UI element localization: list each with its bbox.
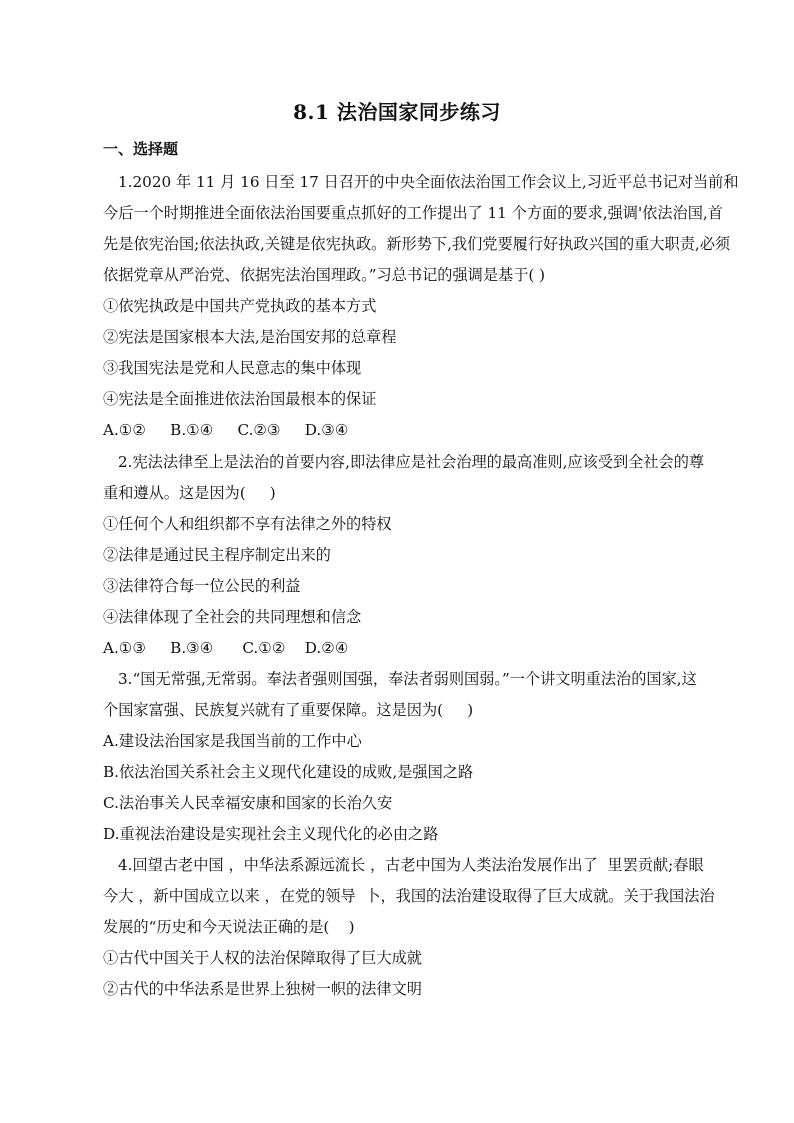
question-1-choice-1: ①依宪执政是中国共产党执政的基本方式 bbox=[103, 297, 377, 315]
question-3-choice-d: D.重视法治建设是实现社会主义现代化的必由之路 bbox=[103, 825, 439, 843]
question-4-line-1: 4.回望古老中国 ，中华法系源远流长 ，古老中国为人类法治发展作出了 里罢贡献;春眼 bbox=[118, 856, 704, 874]
question-2-choice-3: ③法律符合每一位公民的利益 bbox=[103, 577, 301, 595]
question-1-options: A.①② B.①④ C.②③ D.③④ bbox=[103, 421, 349, 439]
question-4-choice-2: ②古代的中华法系是世界上独树一帜的法律文明 bbox=[103, 980, 422, 998]
question-2-choice-1: ①任何个人和组织都不享有法律之外的特权 bbox=[103, 515, 392, 533]
question-1-choice-4: ④宪法是全面推进依法治国最根本的保证 bbox=[103, 390, 377, 408]
question-2-line-1: 2.宪法法律至上是法治的首要内容,即法律应是社会治理的最高准则,应该受到全社会的尊 bbox=[118, 453, 705, 471]
section-heading: 一、选择题 bbox=[103, 140, 179, 158]
question-2-choice-4: ④法律体现了全社会的共同理想和信念 bbox=[103, 608, 362, 626]
question-3-choice-a: A.建设法治国家是我国当前的工作中心 bbox=[103, 732, 362, 750]
question-2-choice-2: ②法律是通过民主程序制定出来的 bbox=[103, 546, 331, 564]
question-1-line-2: 今后一个时期推进全面依法治国要重点抓好的工作提出了 11 个方面的要求,强调'依法治国,首 bbox=[103, 204, 723, 222]
question-4-choice-1: ①古代中国关于人权的法治保障取得了巨大成就 bbox=[103, 949, 422, 967]
question-2-options: A.①③ B.③④ C.①② D.②④ bbox=[103, 639, 349, 657]
question-4-line-3: 发展的“历史和今天说法正确的是( ) bbox=[103, 918, 355, 936]
question-3-line-1: 3.“国无常强,无常弱。奉法者强则国强，奉法者弱则国弱。”一个讲文明重法治的国家,这 bbox=[118, 670, 697, 688]
question-2-line-2: 重和遵从。这是因为( ) bbox=[103, 484, 276, 502]
question-1-choice-3: ③我国宪法是党和人民意志的集中体现 bbox=[103, 359, 362, 377]
question-4-line-2: 今大 ，新中国成立以来 ，在党的领导 卜，我国的法治建设取得了巨大成就。关于我国法治 bbox=[103, 887, 715, 905]
question-3-line-2: 个国家富强、民族复兴就有了重要保障。这是因为( ) bbox=[103, 701, 474, 719]
question-1-line-4: 依据党章从严治党、依据宪法治国理政。”习总书记的强调是基于( ) bbox=[103, 266, 546, 284]
page-title: 8.1 法治国家同步练习 bbox=[293, 100, 501, 124]
question-1-choice-2: ②宪法是国家根本大法,是治国安邦的总章程 bbox=[103, 328, 397, 346]
question-3-choice-b: B.依法治国关系社会主义现代化建设的成败,是强国之路 bbox=[103, 763, 474, 781]
question-3-choice-c: C.法治事关人民幸福安康和国家的长治久安 bbox=[103, 794, 393, 812]
question-1-line-3: 先是依宪治国;依法执政,关键是依宪执政。新形势下,我们党要履行好执政兴国的重大职责,必须 bbox=[103, 235, 731, 253]
question-1-line-1: 1.2020 年 11 月 16 日至 17 日召开的中央全面依法治国工作会议上,习近平总书记对当前和 bbox=[118, 173, 739, 191]
